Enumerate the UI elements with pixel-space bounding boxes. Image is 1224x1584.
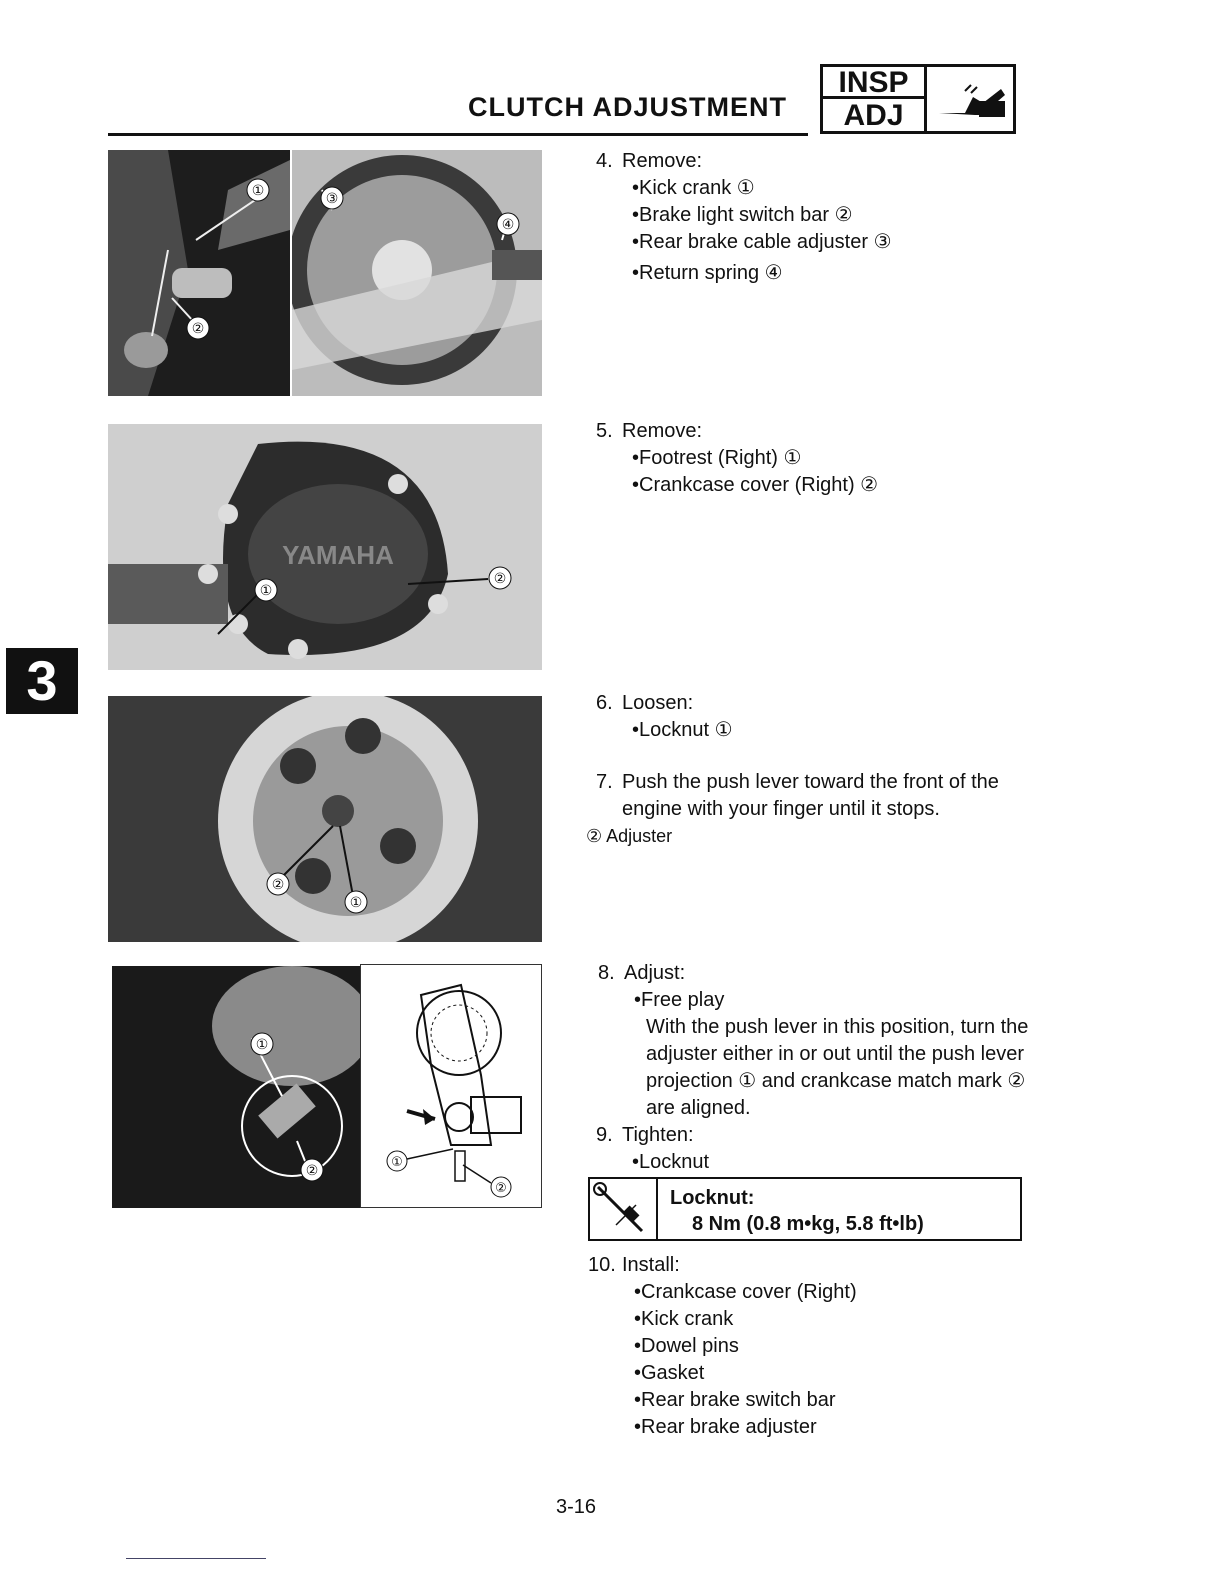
list-item: •Rear brake cable adjuster ③ [632,231,892,253]
chapter-tab: 3 [6,648,78,714]
list-item: •Rear brake switch bar [634,1389,836,1411]
step-number: 6. [596,692,613,714]
step-9 [596,1122,709,1176]
callout-2: ② [495,1180,507,1195]
badge-text-cell [823,67,927,131]
step-label: Tighten: [622,1124,694,1146]
page-title: CLUTCH ADJUSTMENT [468,92,787,122]
callout-4: ④ [501,216,515,232]
step-7 [596,769,999,823]
callout-1: ① [255,1036,269,1052]
step-label: Loosen: [622,692,694,714]
photo-clutch-adjuster [108,696,542,942]
step-number: 7. [596,771,613,793]
photo-kick-crank [108,150,290,396]
step-number: 9. [596,1124,613,1146]
list-item: •Brake light switch bar ② [632,204,853,226]
callout-3: ③ [325,190,339,206]
page-number: 3-16 [556,1496,597,1518]
list-item: •Footrest (Right) ① [632,447,802,469]
list-item: •Locknut ① [632,719,733,741]
section-badge [820,64,1016,134]
spec-title: Locknut: [670,1187,755,1209]
footer-rule [126,1558,266,1559]
step-number: 8. [598,962,615,984]
callout-2: ② [271,876,285,892]
list-item: •Kick crank ① [632,177,755,199]
list-item: •Dowel pins [634,1335,739,1357]
step-8 [598,960,1038,1122]
list-item: •Rear brake adjuster [634,1416,817,1438]
adjuster-note: ② Adjuster [586,826,673,846]
callout-2: ② [305,1162,319,1178]
diagram-push-lever [360,964,542,1208]
step-label: Install: [622,1254,680,1276]
list-item: •Crankcase cover (Right) ② [632,474,879,496]
callout-2: ② [493,570,507,586]
step-number: 4. [596,150,613,172]
list-item: •Return spring ④ [632,262,783,284]
svg-text:YAMAHA: YAMAHA [282,540,394,570]
photo-crankcase-cover [108,424,542,670]
torque-spec-box [588,1177,1022,1241]
step-6 [596,690,733,744]
list-item: •Locknut [632,1151,710,1173]
callout-1: ① [349,894,363,910]
step-number: 10. [588,1254,616,1276]
step-paragraph: With the push lever in this position, turn the adjuster either in or out until the push lever projection ① and crankcase match mark ② are aligned. [646,1016,1029,1119]
photo-push-lever [112,966,360,1208]
step-5 [596,418,878,499]
wrench-icon [935,81,1009,121]
callout-2: ② [191,320,205,336]
step-10 [588,1252,857,1441]
list-item: •Free play [634,989,725,1011]
step-label: Remove: [622,420,703,442]
callout-1: ① [391,1154,403,1169]
step-text: Push the push lever toward the front of the [622,771,999,793]
badge-top-text: INSP [823,67,924,99]
badge-bottom-text: ADJ [843,99,904,132]
step-text: engine with your finger until it stops. [622,798,940,820]
header-rule [108,133,808,136]
step-label: Adjust: [624,962,686,984]
step-number: 5. [596,420,613,442]
torque-wrench-icon [590,1179,658,1239]
spec-value: 8 Nm (0.8 m•kg, 5.8 ft•lb) [692,1213,924,1235]
list-item: •Kick crank [634,1308,734,1330]
step-4 [596,148,892,287]
list-item: •Crankcase cover (Right) [634,1281,857,1303]
photo-rear-wheel [292,150,542,396]
callout-1: ① [251,182,265,198]
step-label: Remove: [622,150,703,172]
callout-1: ① [259,582,273,598]
list-item: •Gasket [634,1362,705,1384]
